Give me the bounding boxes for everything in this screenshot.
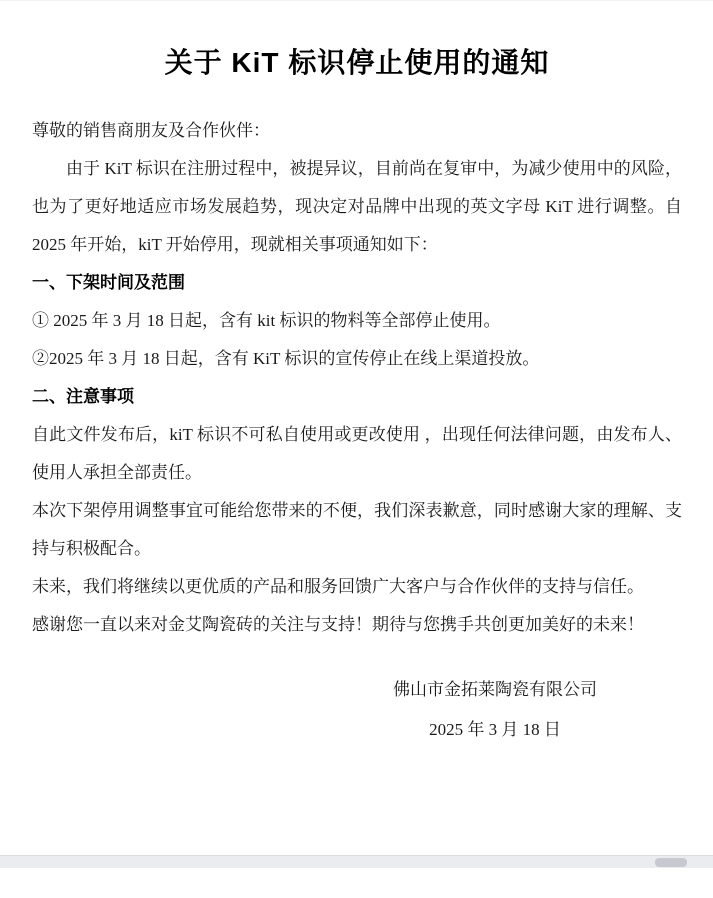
signature-company: 佛山市金拓莱陶瓷有限公司 [393,680,597,699]
section2-heading: 二、注意事项 [32,387,134,406]
signature-block [340,670,650,750]
notice-document [0,43,713,898]
horizontal-scrollbar[interactable] [0,855,713,868]
section2-paragraph-4: 感谢您一直以来对金艾陶瓷砖的关注与支持！期待与您携手共创更加美好的未来！ [32,615,644,634]
section2-paragraph-3: 未来，我们将继续以更优质的产品和服务回馈广大客户与合作伙伴的支持与信任。 [32,577,644,596]
document-body [32,112,682,750]
signature-date: 2025 年 3 月 18 日 [429,720,561,739]
salutation: 尊敬的销售商朋友及合作伙伴： [32,121,270,140]
section1-item-1: ① 2025 年 3 月 18 日起，含有 kit 标识的物料等全部停止使用。 [32,311,501,330]
section1-item-2: ②2025 年 3 月 18 日起，含有 KiT 标识的宣传停止在线上渠道投放。 [32,349,540,368]
document-title: 关于 KiT 标识停止使用的通知 [164,47,550,78]
scrollbar-thumb[interactable] [655,858,687,867]
section1-heading: 一、下架时间及范围 [32,273,185,292]
section2-paragraph-1: 自此文件发布后，kiT 标识不可私自使用或更改使用 ，出现任何法律问题，由发布人、使用人承担全部责任。 [32,425,682,482]
section2-paragraph-2: 本次下架停用调整事宜可能给您带来的不便，我们深表歉意，同时感谢大家的理解、支持与积极配合。 [32,501,682,558]
intro-paragraph: 由于 KiT 标识在注册过程中，被提异议，目前尚在复审中，为减少使用中的风险，也为了更好地适应市场发展趋势，现决定对品牌中出现的英文字母 KiT 进行调整。自 2025 年开始，kiT 开始停用，现就相关事项通知如下： [32,159,682,254]
